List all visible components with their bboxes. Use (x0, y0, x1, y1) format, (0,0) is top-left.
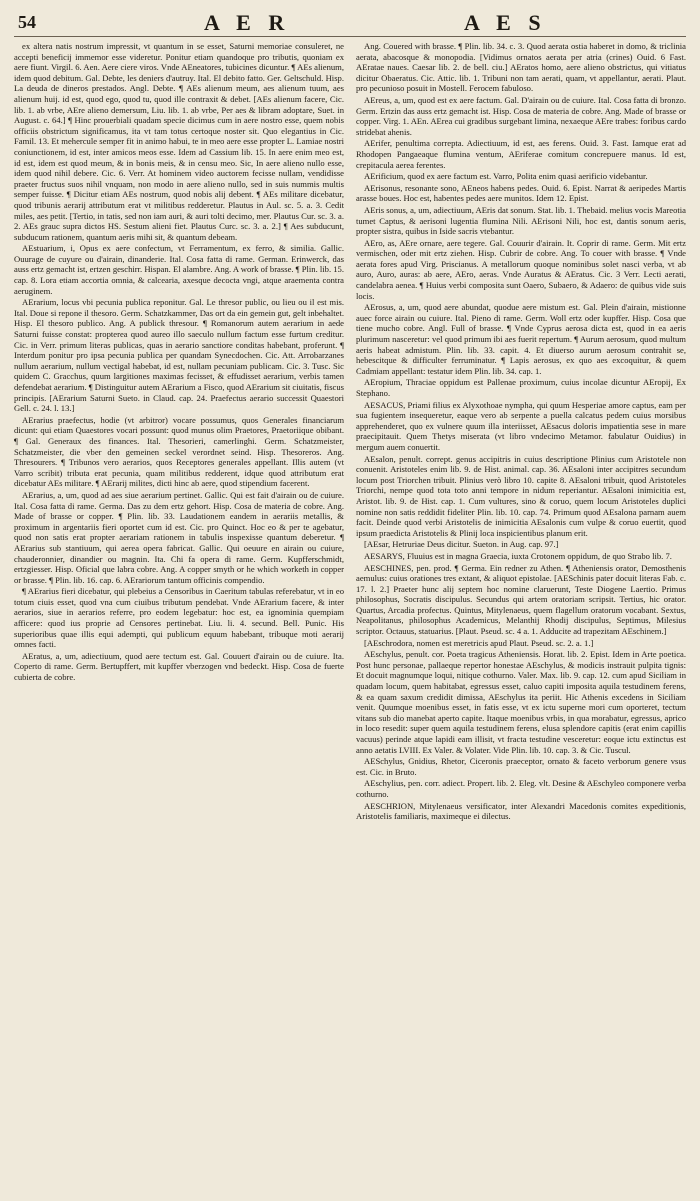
right-running-title: A E S (464, 10, 547, 35)
page-number: 54 (18, 12, 36, 32)
entry-paragraph: AESchylus, Gnidius, Rhetor, Ciceronis praeceptor, ornato & faceto verborum genere vsus est. Cic. in Bruto. (356, 756, 686, 777)
entry-paragraph: [AEsar, Hetruriae Deus dicitur. Sueton. in Aug. cap. 97.] (364, 539, 559, 550)
entry-paragraph: AErarius praefectus, hodie (vt arbitror) vocare possumus, quos Generales financiarum dicunt: qui etiam Quaestores vocari possunt: quod munus olim Praetores, Praetoriique obibant. ¶ Gal. Generaux des finances. Ital. Thesorieri, camerlinghi. Germ. Schatzmeister, Schatzmeister, die vber den gemeinen seckel verordnet seind. Hisp. Thesoreros. Ang. Thresourers. ¶ Tribunos vero aerarios, quos Receptores generales appellant. Illis autem (vt Varro scribit) tributa erat pecunia, quam militibus redderent, idque quod attributum erat dicebatur AEs militare. ¶ AErarij milites, dicti hinc ab aere, quod stipendium facerent. (14, 414, 344, 489)
entry-paragraph: AEsalon, penult. corrept. genus accipitris in cuius descriptione Plinius cum Aristotele non conuenit. Aristoteles enim lib. 9. de Hist. animal. cap. 36. AEsaloni inter accipitres secundum locum post Triorchen tribuit. Plinius verò libro 10. capite 8. AEsaloni tribuit, quod Aristoteles Triorchi, nempe quod tota toto anni tempore in nidum reperiantur. AEsaloni inimicitia est, Aristot. lib. 9. de Hist. cap. 1. Cum vultures, sino & coruo, quem locum Aristoteles duplici nomine non satis reddidit fideliter Plin. lib. 10. cap. 74. Primum quod AEsalona parnam auem facit. Deinde quod verbi Aristotelis de inimicitia AEsalonis cum vulpe & coruo euertit, quod ipsum praedicta Aristotelis & Plinij loca inspicientibus planum erit. (356, 453, 686, 538)
entry-paragraph: AEris sonus, a, um, adiectiuum, AEris dat sonum. Stat. lib. 1. Thebaid. melius vocis Mareotia tumet Captus, & aerisoni lugentia flumina Nili. AErisoni Nili, hoc est, dantis sonum aeris, propter sistra, quibus in Iside sacris vtebantur. (356, 204, 686, 237)
entry-paragraph: AErificium, quod ex aere factum est. Varro, Polita enim quasi aerificio videbantur. (364, 171, 648, 182)
left-column (14, 41, 344, 1191)
left-running-title: A E R (204, 10, 291, 35)
entry-paragraph: AEschylus, penult. cor. Poeta tragicus Atheniensis. Horat. lib. 2. Epist. Idem in Arte poetica. Post hunc personae, pallaeque repertor honestae AEschylus, & modicis instrauit pulpita tignis: Et docuit magnumque loqui, nitique cothurno. Valer. Max. lib. 9. cap. 12. cum apud Siciliam in quadam locum, quem habitabat, egressus esset, caluo capiti imposita aquila testudinem ferens, & ea quam saxum credidit dimissa, AEschylus ita periit. Hic Athenis excedens in Siciliam venit. Quumque moenibus esset, in fatis esse, vt ex ictu superne mori cum oporteret, tectum vitans sub dio manebat aperto capite. Itaque moenibus vrbis, in qua morabatur, egressus, aprico in loco resedit: super quem aquila testudinem ferens, elusa splendore capitis (erat enim capillis vacuus) perinde atque lapidi eam illisit, vt fracta testudine vesceretur: eoque ictu extinctus est anno aetatis LVIII. Ex Valer. & Volater. Vide Plin. lib. 10. cap. 3. & Cic. Tuscul. (356, 649, 686, 755)
entry-paragraph: AESARYS, Fluuius est in magna Graecia, iuxta Crotonem oppidum, de quo Strabo lib. 7. (364, 550, 672, 561)
text-columns (14, 41, 686, 1191)
entry-paragraph: AErarius, a, um, quod ad aes siue aerarium pertinet. Gallic. Qui est fait d'airain ou de cuiure. Ital. Cosa fatta di rame. Germa. Das zu dem ertz gehort. Hisp. Cosa de materia de cobre. Ang. Made of brasse or copper. ¶ Plin. lib. 33. Laudationem eandem in aerariis metallis, & proximum in argentariis fieri oportet cum id est. Cic. pro Quinct. Hoc eo & per te agebatur, quod non satis erat propter aerariam rationem in tabulis inspexisse quantum deberetur. ¶ AErarius sub stantiuum, qui aerea opera fabricat. Gallic. Qui oeuure en airain ou cuiure, chauderonnier, dinandier ou magnin. Ita. Chi fa opera di rame. Germ. Kupfferschmidt, ertzgiesser. Hisp. Oficial que labra cobre. Ang. A copper smyth or he which worketh in copper or brasse. ¶ Plin. lib. 16. cap. 6. AErariorum tantum officinis compendio. (14, 489, 344, 585)
entry-paragraph: Ang. Couered with brasse. ¶ Plin. lib. 34. c. 3. Quod aerata ostia haberet in domo, & triclinia aerata, abacosque & monopodia. [Vidimus ornatos aerata per atria (crines) Ouid. 6 Fast. AEratae naues. Caesar lib. 2. de bell. ciu.] AEratos homo, aere alieno obstrictus, qui vitiatus dicitur Obaeratus. Cic. Attic. lib. 1. Tribuni non tam aerati, quam, vt appellantur, aerati. Plaut. pro pecunioso posuit in Mostell. Ferocem fabuloso. (356, 41, 686, 94)
entry-paragraph: AErosus, a, um, quod aere abundat, quodue aere mistum est. Gal. Plein d'airain, mistionne auec force airain ou cuiure. Ital. Pieno di rame. Germ. Woll ertz oder kupffer. Hisp. Cosa que tiene mucho cobre. Angl. Full of brasse. ¶ Vnde Cyprus aerosa dicta est, quod in ea aeris plurimum nasceretur: vel quod primum ibi aes fuerit repertum. ¶ Aurum aerosum, quod multum aeris habeat admistum. Plin. lib. 33. capit. 4. Et diuerso aurum aerosum contrahit se, hebescitque & difficulter ferruminatur. ¶ Lapis aerosus, ex quo aes excoquitur, & quem Cadmiam appellant: testatur idem Plin. lib. 34. cap. 1. (356, 302, 686, 376)
entry-paragraph: AEreus, a, um, quod est ex aere factum. Gal. D'airain ou de cuiure. Ital. Cosa fatta di bronzo. Germ. Ertzin das auss ertz gemacht ist. Hisp. Cosa de materia de cobre. Ang. Made of brasse or copper. Virg. 1. AEn. AErea cui gradibus surgebant limina, nexaeque AEre trabes: foribus cardo stridebat ahenis. (356, 94, 686, 137)
entry-paragraph: AEro, as, AEre ornare, aere tegere. Gal. Couurir d'airain. It. Coprir di rame. Germ. Mit ertz vermischen, oder mit ertz ziehen. Hisp. Cubrir de cobre. Ang. To couer with brasse. ¶ Vnde aerata fores apud Virg. Priscianus. A metallorum quoque nominibus solet nasci verba, vt ab auro, Auro, auras: ab aere, AEro, aeras. Vnde Auratus & AEratus. Cic. 3 Verr. Lecti aerati, candelabra aenea. ¶ Huius verbi composita sunt Oaero, Subaero, & Adaero: de quibus vide suis locis. (356, 237, 686, 301)
entry-paragraph: AESCHRION, Mitylenaeus versificator, inter Alexandri Macedonis comites expeditionis, Aristotelis familiaris, maximeque ei dilectus. (356, 800, 686, 822)
entry-paragraph: AESACUS, Priami filius ex Alyxothoae nympha, qui quum Hesperiae amore captus, eam per sua fugientem insequeretur, eaque vero ab serpente a puella calcatus pedem cuius morsibus apprehenderet, quo ex vulnere quum illa interiisset, AEsacus doloris impatientia sese in mare praecipitauit. Quem Thetys miserata (vt libro vndecimo Metamor. fabulatur Ouidius) in mergum auem conuertit. (356, 399, 686, 452)
entry-paragraph: AEratus, a, um, adiectiuum, quod aere tectum est. Gal. Couuert d'airain ou de cuiure. Ita. Coperto di rame. Germ. Bertupffert, mit kupffer vberzogen vnd bedeckt. Hisp. Cosa de fuerte cubierta de cobre. (14, 650, 344, 683)
entry-paragraph: ex altera natis nostrum impressit, vt quantum in se esset, Saturni memoriae consuleret, ne accepti beneficij immemor esse videretur. Ponitur etiam quandoque pro tributis, quoniam ex aere fiunt. Virgil. 6. Aen. Aere ciere viros. Vnde AEneatores, tubicines dicuntur. ¶ AEs alienum, idem quod debitum. Gal. Debte, les deniers d'autruy. Ital. El debito fatto. Ger. Geltschuld. Hisp. La deuda de dineros prestados. Angl. Debte. ¶ AEs alienum meum, aes alienum tuum, aes alienum huij. id est, quod ego, quod tu, quod ille contraxit & debet. [AEs alienum facere, Cic. lib. 1. ab vrbe, AEre alieno demersum, Liu. lib. 1. ab vrbe, Per aes & libram adoptare, Suet. in August. c. 64.] ¶ Hinc prouerbiali quadam specie dicimus cum in aere nostro esse, quem nobis officiis obstrictum significamus, ita vt tam totus certoque noster sit. Quo elegantius in Cic. Famil. 13. Et mehercule semper fit in animo habui, te in meo aere esse propter L. Lamiae nostri coniunctionem, id est, inter amicos meos esse. Idem ad Cassium lib. 15. In aere enim meo est, id est, idem est quod meum, & in bonis meis, & in censu meo. Sic, In aere alieno nullo esse, idem quod nihil debere. Cic. 6. Verr. At hominem video auctorem fecisse nullam, vendidisse praeter fructus suos nihil vnquam, non modo in aere alieno nullo, sed in suis nummis multis semper fuisse. ¶ Dicitur etiam AEs nostrum, quod nobis alij debent. ¶ AEs militare dicebatur, quod tribunis aerarij attributum erat vt militibus redderetur. Plautus in Aul. sc. 5. a. 3. Cedit miles, aes petit. [Tertio, in tatis, sed non iam auri, & auri tolti decimo, mer. Plautus Cur. sc. 3. a. 2. AEs grauc supra dictos HS. Sestum alieni fiet. Plautus Curc. sc. 3. a. 2.] ¶ Aes subducunt, subducum rationem, quantum aeris mihi sit, & quantum debeam. (14, 41, 344, 242)
entry-paragraph: AErarium, locus vbi pecunia publica reponitur. Gal. Le thresor public, ou lieu ou il est mis. Ital. Doue si repone il thesoro. Germ. Schatzkammer, Das ort da ein gemein gut, gelt inbehaltet. Hisp. El thesoro publico. Ang. A publick thresour. ¶ Romanorum autem aerarium in aede Saturni fuisse constat: propterea quod aureo illo saeculo nullum factum esse furtum creditur. Cic. in Verr. primum literas publicas, quas in aerario sanctiore conditas habebant, proferunt. ¶ Interdum ponitur pro ipsa pecunia publica per quandam Synecdochen. Cic. Att. Arrobarzanes nullum aerarium, nullum vectigal habebat, id est, nullam pecuniam publicam. Cic. 3. Tusc. Sic quidem C. Gracchus, quum largitiones maximas fecisset, & effudisset aerarium, verbis tamen defendebat aerarium. ¶ Distinguitur autem AErarium a Fisco, quod AErarium sit ciuitatis, fiscus principis. [AErarium Saturni Sueto. in Claud. cap. 24. Praefectus aerario successit Quaestori Gell. c. 24. l. 13.] (14, 297, 344, 414)
entry-paragraph: AESCHINES, pen. prod. ¶ Germa. Ein redner zu Athen. ¶ Atheniensis orator, Demosthenis aemulus: cuius orationes tres extant, & aliquot epistolae. [AESchinis pater docuit literas Fab. c. 17. l. 2.] Praeter hunc alij septem hoc nomine claruerunt, Teste Diogene Laertio. Primus philosophus, Socratis discipulus. Secundus qui artem oratoriam scripsit. Tertius, hic orator. Quartus, Arcadia profectus. Quintus, Mitylenaeus, quem flagellum oratorum vocabant. Sextus, Neapolitanus, philosophus Academicus, Melanthij Rhodij discipulus, Septimus, Milesius scriptor. Octauus, statuarius. [Plaut. Pseud. sc. 4 a. 1. Adducite ad trapezitam AEschinem.] (356, 562, 686, 637)
entry-paragraph: [AEschrodora, nomen est meretricis apud Plaut. Pseud. sc. 2. a. 1.] (364, 637, 594, 648)
entry-paragraph: AErifer, penultima correpta. Adiectiuum, id est, aes ferens. Ouid. 3. Fast. Iamque erat ad Rhodopen Pangaeaque flumina ventum, AEriferae comitum concrepuere manus. Id est, crepitacula aerea ferentes. (356, 138, 686, 170)
entry-paragraph: AEstuarium, i, Opus ex aere confectum, vt Ferramentum, ex ferro, & similia. Gallic. Ouurage de cuyure ou d'airain, dinanderie. Ital. Cosa fatta di rame. German. Erinwerck, das auss ertz gemacht ist, ertzen geschirr. Hispan. El alambre. Ang. A work of brasse. ¶ Plin. lib. 15. cap. 8. Lora etiam accortia omnia, & calcearia, axesque decocta vngi, atque araementa contra aeruginem. (14, 243, 344, 296)
running-header (14, 8, 686, 37)
entry-paragraph: AEropium, Thraciae oppidum est Pallenae proximum, cuius incolae dicuntur AEropij, Ex Stephano. (356, 377, 686, 398)
entry-paragraph: ¶ AErarius fieri dicebatur, qui plebeius a Censoribus in Caeritum tabulas referebatur, vt in eo totum ciuis esset, quod vna cum ciuibus tributum pendebat. Vnde AErarium facere, & inter aerarios, siue in aerarios referre, pro eodem legebatur: hoc est, ea ignominia quempiam afficere: quod ius proprie ad Censores pertinebat. Liu. li. 4. secund. Bell. Punic. His superioribus quae illis equi adempti, qui publicum equum habebant, tribuque moti aerarij omnes facti. (14, 586, 344, 650)
entry-paragraph: AEschylius, pen. corr. adiect. Propert. lib. 2. Eleg. vlt. Desine & AEschyleo componere verba cothurno. (356, 778, 686, 799)
entry-paragraph: AErisonus, resonante sono, AEneos habens pedes. Ouid. 6. Epist. Narrat & aeripedes Martis arasse boues. Hoc est, habentes pedes aere munitos. Idem 12. Epist. (356, 182, 686, 204)
right-column (356, 41, 686, 1191)
